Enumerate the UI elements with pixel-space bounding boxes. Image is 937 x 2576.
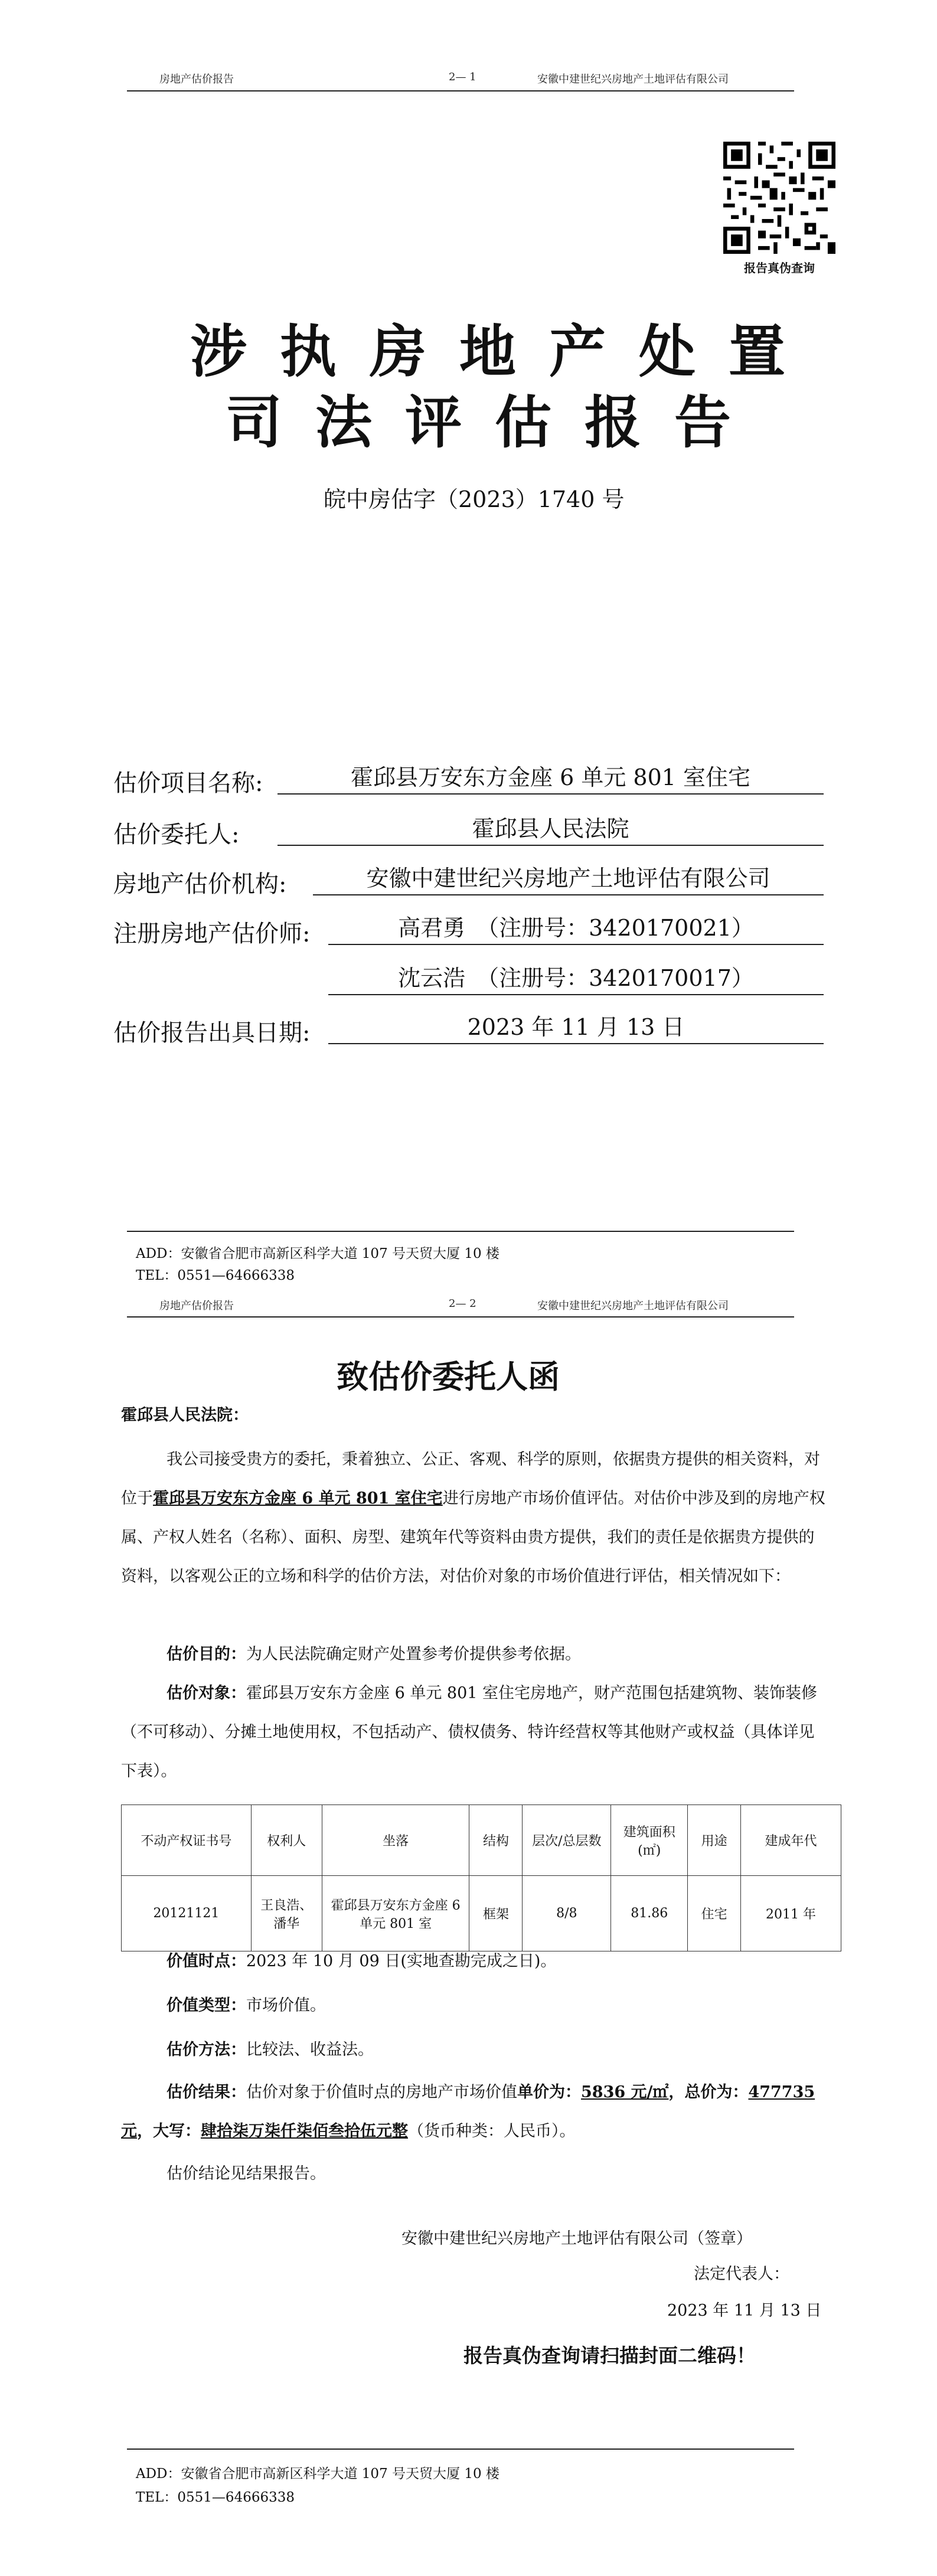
table-header-cell: 层次/总层数 [523, 1805, 611, 1876]
table-cell: 20121121 [122, 1876, 252, 1951]
value-type [166, 1986, 326, 2025]
result-unit-label: 单价为： [517, 2083, 581, 2101]
value-type-value: 市场价值。 [246, 1996, 326, 2015]
signature-date: 2023 年 11 月 13 日 [667, 2302, 822, 2320]
signature-company: 安徽中建世纪兴房地产土地评估有限公司（签章） [401, 2230, 752, 2248]
method-label: 估价方法： [166, 2041, 246, 2059]
header-rule [127, 90, 794, 91]
method-value: 比较法、收益法。 [246, 2041, 374, 2059]
letter-addressee: 霍邱县人民法院： [121, 1406, 249, 1424]
appraiser-1-value: 高君勇 （注册号：3420170021） [328, 913, 824, 945]
header-left: 房地产估价报告 [159, 1300, 234, 1312]
project-name-label: 估价项目名称: [113, 770, 263, 797]
report-date-label: 估价报告出具日期: [113, 1019, 311, 1047]
result-uppercase-label: ，大写： [137, 2122, 201, 2140]
footer-rule [127, 2448, 794, 2450]
header-left: 房地产估价报告 [159, 73, 234, 86]
document-number: 皖中房估字（2023）1740 号 [324, 486, 625, 512]
footer-telephone: TEL：0551—64666338 [136, 2490, 295, 2505]
purpose-label: 估价目的： [166, 1645, 246, 1663]
header-page-number: 2— 1 [449, 71, 476, 83]
value-time-value: 2023 年 10 月 09 日(实地查勘完成之日)。 [246, 1952, 557, 1970]
paragraph-1-part-c: 进行房地产市场价值评估。对估价中涉及到的房地产权属、产权人姓名（名称）、面积、房型、建筑年代等资料由贵方提供，我们的责任是依据贵方提供的资料，以客观公正的立场和科学的估价方法，对估价对象的市场价值进行评估，相关情况如下： [121, 1489, 825, 1586]
client-label: 估价委托人: [113, 821, 240, 848]
letter-object [121, 1674, 827, 1791]
table-cell: 霍邱县万安东方金座 6 单元 801 室 [322, 1876, 469, 1951]
purpose-value: 为人民法院确定财产处置参考价提供参考依据。 [246, 1645, 581, 1663]
result-text: 估价对象于价值时点的房地产市场价值 [246, 2083, 517, 2101]
value-type-label: 价值类型： [166, 1996, 246, 2015]
value-time-label: 价值时点： [166, 1952, 246, 1970]
table-row [122, 1876, 841, 1951]
value-time [166, 1942, 556, 1981]
table-cell: 住宅 [688, 1876, 741, 1951]
result-total-label: ，总价为： [668, 2083, 749, 2101]
property-table [121, 1804, 841, 1951]
table-cell: 81.86 [611, 1876, 688, 1951]
table-cell: 8/8 [523, 1876, 611, 1951]
result-total-price: 477735 元 [121, 2083, 815, 2140]
agency-label: 房地产估价机构: [113, 871, 287, 898]
table-header-cell: 权利人 [251, 1805, 322, 1876]
paragraph-1-subject: 霍邱县万安东方金座 6 单元 801 室住宅 [153, 1489, 443, 1508]
valuation-method [166, 2031, 374, 2070]
table-header-cell: 坐落 [322, 1805, 469, 1876]
letter-paragraph-1 [121, 1440, 827, 1596]
header-page-number: 2— 2 [449, 1297, 476, 1310]
agency-value: 安徽中建世纪兴房地产土地评估有限公司 [313, 864, 824, 895]
footer-address: ADD：安徽省合肥市高新区科学大道 107 号天贸大厦 10 楼 [136, 2466, 499, 2482]
table-header-cell: 建筑面积(㎡) [611, 1805, 688, 1876]
footer-rule [127, 1231, 794, 1232]
table-cell: 框架 [469, 1876, 523, 1951]
result-label: 估价结果： [166, 2083, 246, 2101]
result-unit-price: 5836 元/㎡ [581, 2083, 669, 2101]
cover-title-line2: 司法评估报告 [226, 389, 764, 456]
table-header-row [122, 1805, 841, 1876]
header-right: 安徽中建世纪兴房地产土地评估有限公司 [537, 73, 729, 86]
table-cell: 王良浩、潘华 [251, 1876, 322, 1951]
footer-telephone: TEL：0551—64666338 [136, 1268, 295, 1283]
letter-purpose [121, 1635, 827, 1674]
result-uppercase-amount: 肆拾柒万柒仟柒佰叁拾伍元整 [201, 2122, 408, 2140]
table-header-cell: 用途 [688, 1805, 741, 1876]
table-header-cell: 不动产权证书号 [122, 1805, 252, 1876]
qr-code-icon [723, 142, 835, 254]
client-value: 霍邱县人民法院 [277, 814, 824, 846]
letter-title: 致估价委托人函 [337, 1358, 560, 1395]
footer-address: ADD：安徽省合肥市高新区科学大道 107 号天贸大厦 10 楼 [136, 1246, 499, 1261]
object-value: 霍邱县万安东方金座 6 单元 801 室住宅房地产，财产范围包括建筑物、装饰装修（不可移动）、分摊土地使用权，不包括动产、债权债务、特许经营权等其他财产或权益（具体详见下表）。 [121, 1684, 818, 1780]
qr-caption: 报告真伪查询 [744, 261, 815, 275]
qr-code[interactable] [723, 142, 835, 254]
valuation-result [121, 2073, 827, 2151]
result-currency: （货币种类：人民币）。 [408, 2122, 576, 2140]
appraiser-2-value: 沈云浩 （注册号：3420170017） [328, 963, 824, 995]
header-rule [127, 1316, 794, 1318]
cover-title-line1: 涉执房地产处置 [190, 318, 818, 385]
appraiser-label: 注册房地产估价师: [113, 920, 311, 947]
object-label: 估价对象： [166, 1684, 246, 1702]
verification-notice: 报告真伪查询请扫描封面二维码！ [463, 2344, 756, 2367]
header-right: 安徽中建世纪兴房地产土地评估有限公司 [537, 1300, 729, 1312]
signature-legal-representative: 法定代表人： [694, 2265, 789, 2283]
report-date-value: 2023 年 11 月 13 日 [328, 1012, 824, 1044]
project-name-value: 霍邱县万安东方金座 6 单元 801 室住宅 [277, 763, 824, 795]
table-header-cell: 结构 [469, 1805, 523, 1876]
conclusion-note: 估价结论见结果报告。 [166, 2165, 326, 2183]
table-cell: 2011 年 [741, 1876, 841, 1951]
paragraph-1-part-a: 我公司接受贵方的委托，秉着独立、公正、客观、科学的原则，依据贵方提供的相关资料，对位于 [121, 1450, 820, 1508]
table-header-cell: 建成年代 [741, 1805, 841, 1876]
